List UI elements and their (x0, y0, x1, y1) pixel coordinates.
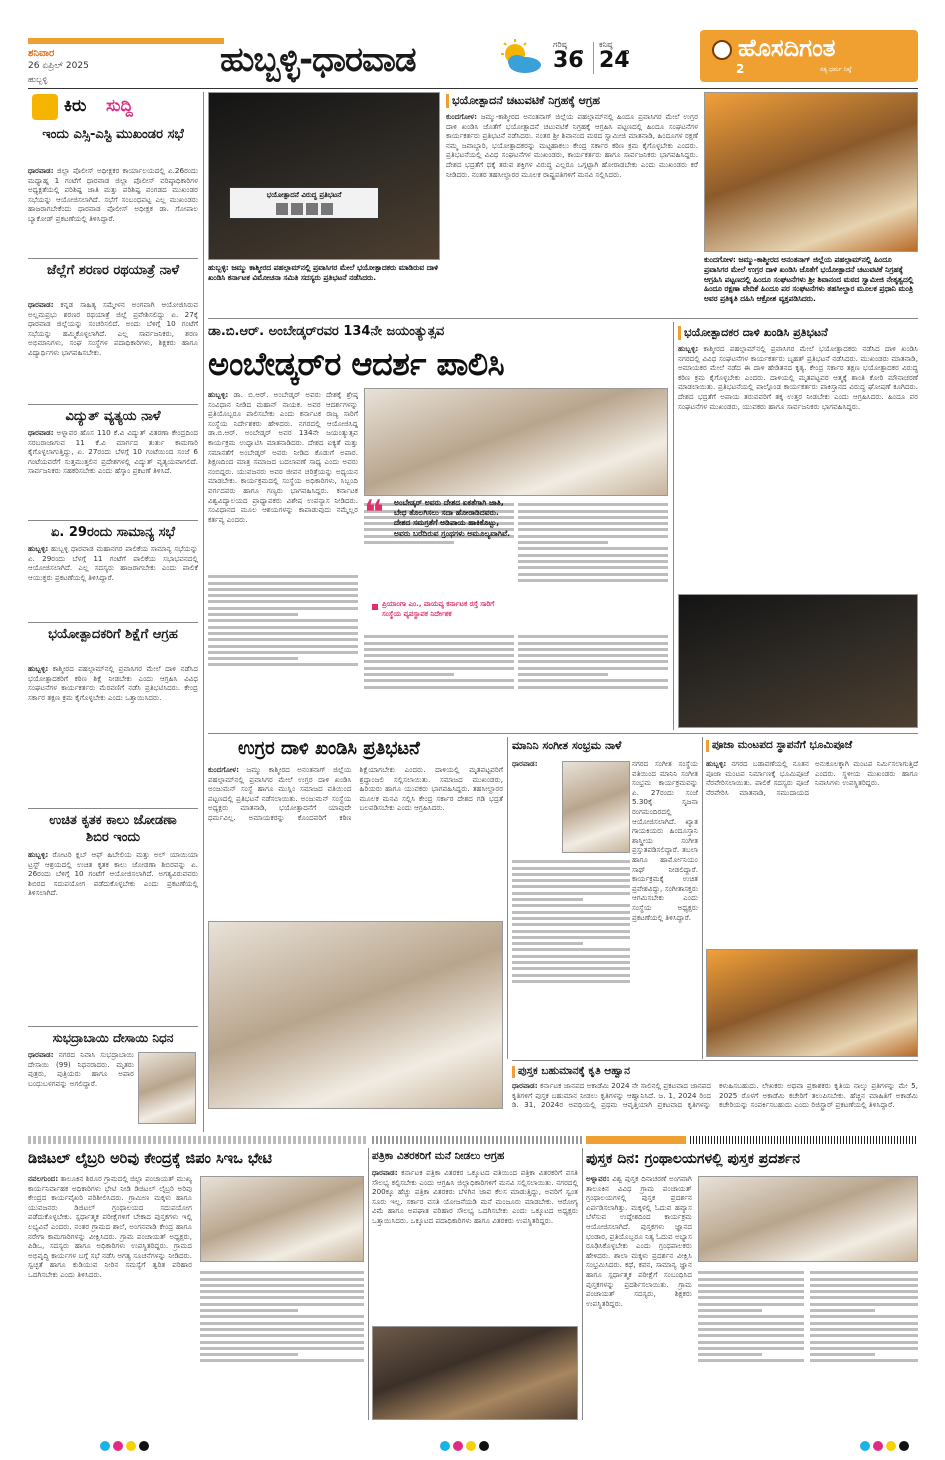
text-line (518, 566, 668, 569)
text-line (208, 651, 358, 654)
ugra-protest-photo (208, 921, 503, 1109)
text-line (200, 1296, 364, 1299)
degree-icon (625, 50, 629, 54)
protest-dali-body (678, 344, 918, 590)
protest-banner-text: ಭಯೋತ್ಪಾದನೆ ವಿರುದ್ಧ ಪ್ರತಿಭಟನೆ (266, 191, 342, 199)
item-divider (28, 622, 198, 623)
ambedkar-body-col1 (208, 390, 358, 570)
terror-story (446, 92, 698, 316)
yellow-mark-icon (466, 1441, 476, 1451)
row-divider (512, 1060, 918, 1061)
weather-panel (495, 38, 660, 78)
kirusuddi-item (28, 126, 198, 256)
logo-tagline: ಸತ್ಯ ಧರ್ಮ ನಿಷ್ಠೆ (820, 66, 852, 73)
text-line (518, 528, 668, 531)
patrika-headline: ಪತ್ರಿಕಾ ವಿತರಕರಿಗೆ ಮನೆ ನೀಡಲು ಆಗ್ರಹ (372, 1150, 505, 1162)
sangeetha-body-lower (512, 857, 630, 1053)
row-divider (208, 318, 918, 319)
text-line (698, 1353, 762, 1356)
kirusuddi-item-title: ಸುಭದ್ರಾಬಾಯಿ ದೇಸಾಯಿ ನಿಧನ (52, 1031, 174, 1045)
text-line (208, 632, 358, 635)
text-line (200, 1347, 364, 1350)
text-line (698, 1303, 804, 1306)
grantha-body-col1 (586, 1174, 692, 1420)
text-line (208, 645, 358, 648)
weather-max-value: 36 (553, 48, 584, 73)
text-line (208, 657, 298, 660)
kirusuddi-item-body (28, 166, 198, 256)
dateline: ಧಾರವಾಡ: (28, 300, 54, 309)
column-divider (507, 737, 508, 1059)
column-divider (203, 92, 204, 1132)
item-divider (28, 1026, 198, 1027)
ambedkar-event-photo (364, 388, 668, 496)
pustaka-text: ಕರ್ನಾಟಕ ಜಾನಪದ ಅಕಾಡೆಮಿ 2024 ನೇ ಸಾಲಿನಲ್ಲಿ ಪ್ರಕಟವಾದ ಜಾನಪದ ಕೃತಿಗಳಿಗೆ ಪುಸ್ತಕ ಬಹುಮಾನ ನೀಡಲು ಕೃತಿಗಳನ್ನು ಆಹ್ವಾನಿಸಿದೆ. ಜ. 1, 2024 ರಿಂದ ಡಿ. 31, 2024ರ ಅವಧಿಯಲ್ಲಿ ಪ್ರಥಮ ಆವೃತ್ತಿಯಾಗಿ ಪ್ರಕಟವಾದ ಕೃತಿಗಳನ್ನು ಕಳುಹಿಸಬಹುದು. ಲೇಖಕರು ಅಥವಾ ಪ್ರಕಾಶಕರು ಕೃತಿಯ ನಾಲ್ಕು ಪ್ರತಿಗಳನ್ನು ಮೇ 5, 2025 ರೊಳಗೆ ಅಕಾಡೆಮಿ ಕಚೇರಿಗೆ ತಲುಪಿಸಬೇಕು. ಹೆಚ್ಚಿನ ಮಾಹಿತಿಗೆ ಅಕಾಡೆಮಿ ಕಚೇರಿಯನ್ನು ಸಂಪರ್ಕಿಸಬಹುದು ಎಂದು ರಿಜಿಸ್ಟ್ರಾರ್ ಪ್ರಕಟಣೆಯಲ್ಲಿ ತಿಳಿಸಿದ್ದಾರೆ. (512, 1081, 918, 1110)
banner-photos (230, 203, 378, 215)
text-line (208, 619, 358, 622)
ugra-story (208, 737, 503, 1109)
text-line (698, 1347, 804, 1350)
dateline: ಹುಬ್ಬಳ್ಳಿ: (678, 344, 699, 353)
kirusuddi-column (28, 92, 198, 1132)
text-line (200, 1341, 364, 1344)
text-line (810, 1347, 918, 1350)
text-line (364, 660, 514, 663)
grantha-story (586, 1148, 918, 1420)
kirusuddi-label-suddi: ಸುದ್ದಿ (106, 96, 133, 116)
text-line (518, 679, 668, 682)
text-line (200, 1328, 364, 1331)
digital-library-photo (200, 1176, 364, 1262)
text-line (518, 660, 668, 663)
dateline: ಧಾರವಾಡ: (512, 759, 538, 768)
text-line (512, 923, 630, 926)
ugra-headline: ಉಗ್ರರ ದಾಳಿ ಖಂಡಿಸಿ ಪ್ರತಿಭಟನೆ (238, 738, 420, 759)
text-line (518, 541, 608, 544)
yellow-mark-icon (886, 1441, 896, 1451)
ambedkar-kicker: ಡಾ.ಬಿ.ಆರ್. ಅಂಬೇಡ್ಕರ್‌ರವರ 134ನೇ ಜಯಂತ್ಯುತ್ಸವ (208, 324, 445, 339)
text-line (512, 961, 630, 964)
text-line (698, 1284, 804, 1287)
dateline: ಕುಂದಗೋಳ: (446, 112, 477, 121)
sangeetha-headline: ಮಾನಿನಿ ಸಂಗೀತ ಸಂಭ್ರಮ ನಾಳೆ (512, 739, 622, 752)
text-line (518, 535, 668, 538)
text-line (810, 1290, 918, 1293)
text-line (200, 1315, 364, 1318)
masthead-date: 26 ಏಪ್ರಿಲ್ 2025 (28, 61, 89, 71)
item-body-text: ಜಿಲ್ಲಾ ಪೊಲೀಸ್ ಅಧೀಕ್ಷಕರ ಕಾರ್ಯಾಲಯದಲ್ಲಿ ಏ.26ರಂದು ಮಧ್ಯಾಹ್ನ 1 ಗಂಟೆಗೆ ಧಾರವಾಡ ಜಿಲ್ಲಾ ಪೊಲೀಸ್ ವರಿಷ್ಠಾಧಿಕಾರಿಗಳ ಅಧ್ಯಕ್ಷತೆಯಲ್ಲಿ ಪರಿಶಿಷ್ಟ ಜಾತಿ ಮತ್ತು ಪರಿಶಿಷ್ಟ ಪಂಗಡದ ಮುಖಂಡರ ಸಭೆಯನ್ನು ಆಯೋಜಿಸಲಾಗಿದೆ. ಸಭೆಗೆ ಸಂಬಂಧಪಟ್ಟ ಎಲ್ಲ ಮುಖಂಡರು ಹಾಜರಾಗಬೇಕೆಂದು ಧಾರವಾಡ ಪೊಲೀಸ್ ಅಧೀಕ್ಷಕ ಡಾ. ಗೋಪಾಲ ಬ್ಯಾಕೋಡ್ ಪ್ರಕಟಣೆಯಲ್ಲಿ ತಿಳಿಸಿದ್ದಾರೆ. (28, 166, 198, 223)
text-line (200, 1303, 364, 1306)
ambedkar-quote-attribution: ಪ್ರಿಯಾಂಗಾ ಎಂ., ವಾಯವ್ಯ ಕರ್ನಾಟಕ ರಸ್ತೆ ಸಾರಿಗೆ ಸಂಸ್ಥೆಯ ವ್ಯವಸ್ಥಾಪಕ ನಿರ್ದೇಶಕ (382, 600, 495, 618)
patrika-text: ಕರ್ನಾಟಕ ಪತ್ರಿಕಾ ವಿತರಕರ ಒಕ್ಕೂಟದ ವತಿಯಿಂದ ಪತ್ರಿಕಾ ವಿತರಕರಿಗೆ ವಸತಿ ಸೌಲಭ್ಯ ಕಲ್ಪಿಸಬೇಕು ಎಂದು ಆಗ್ರಹಿಸಿ ಜಿಲ್ಲಾಧಿಕಾರಿಗಳಿಗೆ ಮನವಿ ಸಲ್ಲಿಸಲಾಯಿತು. ನಗರದಲ್ಲಿ 200ಕ್ಕೂ ಹೆಚ್ಚು ಪತ್ರಿಕಾ ವಿತರಕರು ಬೆಳಗಿನ ಜಾವ ಕೆಲಸ ಮಾಡುತ್ತಿದ್ದು, ಅವರಿಗೆ ಸ್ವಂತ ಸೂರು ಇಲ್ಲ. ಸರ್ಕಾರ ವಸತಿ ಯೋಜನೆಯಡಿ ಮನೆ ಮಂಜೂರು ಮಾಡಬೇಕು. ಆರೋಗ್ಯ ವಿಮೆ ಹಾಗೂ ಅಪಘಾತ ಪರಿಹಾರ ಸೌಲಭ್ಯ ಒದಗಿಸಬೇಕು ಎಂದು ಒಕ್ಕೂಟದ ಅಧ್ಯಕ್ಷರು ಒತ್ತಾಯಿಸಿದರು. ಒಕ್ಕೂಟದ ಪದಾಧಿಕಾರಿಗಳು ಹಾಗೂ ವಿತರಕರು ಉಪಸ್ಥಿತರಿದ್ದರು. (372, 1168, 578, 1225)
text-line (698, 1334, 804, 1337)
protest-rally-photo (208, 92, 440, 260)
protest-dali-headline: ಭಯೋತ್ಪಾದಕರ ದಾಳಿ ಖಂಡಿಸಿ ಪ್ರತಿಭಟನೆ (684, 326, 828, 339)
text-line (208, 582, 358, 585)
column-divider (368, 1148, 369, 1420)
cyan-mark-icon (100, 1441, 110, 1451)
grantha-text: ವಿಶ್ವ ಪುಸ್ತಕ ದಿನಾಚರಣೆ ಅಂಗವಾಗಿ ತಾಲೂಕಿನ ವಿವಿಧ ಗ್ರಾಮ ಪಂಚಾಯತ್ ಗ್ರಂಥಾಲಯಗಳಲ್ಲಿ ಪುಸ್ತಕ ಪ್ರದರ್ಶನ ಏರ್ಪಡಿಸಲಾಗಿತ್ತು. ಮಕ್ಕಳಲ್ಲಿ ಓದುವ ಹವ್ಯಾಸ ಬೆಳೆಸುವ ಉದ್ದೇಶದಿಂದ ಕಾರ್ಯಕ್ರಮ ಆಯೋಜಿಸಲಾಗಿದೆ. ಪುಸ್ತಕಗಳು ಜ್ಞಾನದ ಭಂಡಾರ, ಪ್ರತಿಯೊಬ್ಬರೂ ನಿತ್ಯ ಓದುವ ಅಭ್ಯಾಸ ರೂಢಿಸಿಕೊಳ್ಳಬೇಕು ಎಂದು ಗ್ರಂಥಪಾಲಕರು ಹೇಳಿದರು. ಶಾಲಾ ಮಕ್ಕಳು ಪ್ರದರ್ಶನ ವೀಕ್ಷಿಸಿ ಸಂಭ್ರಮಿಸಿದರು. ಕಥೆ, ಕವನ, ಸಾಮಾನ್ಯ ಜ್ಞಾನ ಹಾಗೂ ಸ್ಪರ್ಧಾತ್ಮಕ ಪರೀಕ್ಷೆಗೆ ಸಂಬಂಧಿಸಿದ ಪುಸ್ತಕಗಳನ್ನು ಪ್ರದರ್ಶಿಸಲಾಯಿತು. ಗ್ರಾಮ ಪಂಚಾಯತ್ ಸದಸ್ಯರು, ಶಿಕ್ಷಕರು ಉಪಸ್ಥಿತರಿದ್ದರು. (586, 1174, 692, 1308)
text-line (518, 516, 668, 519)
dateline: ಧಾರವಾಡ: (28, 1050, 54, 1059)
text-line (200, 1322, 364, 1325)
logo-page-number: 2 (736, 62, 745, 76)
patrika-body (372, 1168, 578, 1318)
singer-portrait (562, 761, 630, 853)
text-line (364, 648, 514, 651)
logo-emblem-icon (712, 40, 732, 60)
ambedkar-body-col3-bottom (518, 632, 668, 724)
kirusuddi-item-title: ಭಯೋತ್ಪಾದಕರಿಗೆ ಶಿಕ್ಷೆಗೆ ಆಗ್ರಹ (48, 627, 178, 642)
text-line (208, 638, 358, 641)
text-line (518, 547, 668, 550)
grantha-headline: ಪುಸ್ತಕ ದಿನ: ಗ್ರಂಥಾಲಯಗಳಲ್ಲಿ ಪುಸ್ತಕ ಪ್ರದರ್ಶನ (586, 1151, 801, 1167)
dateline: ಕುಂದಗೋಳ: (208, 765, 239, 774)
ambedkar-body-col2-bottom (364, 632, 514, 724)
text-line (518, 503, 668, 506)
text-line (364, 679, 514, 682)
quote-mark-icon: ❝ (364, 493, 384, 533)
kirusuddi-item-title: ಏ. 29ರಂದು ಸಾಮಾನ್ಯ ಸಭೆ (51, 525, 175, 540)
text-line (810, 1284, 918, 1287)
dateline: ಧಾರವಾಡ: (512, 1081, 538, 1090)
grantha-body-col2 (698, 1268, 804, 1420)
text-line (518, 579, 668, 582)
item-body-text: ರೋಟರಿ ಕ್ಲಬ್ ಆಫ್ ಹಿಬೇಲಿಯ ಮತ್ತು ಅಲ್ ಯಾಯಿಯಾ ಟ್ರಸ್ಟ್ ಆಶ್ರಯದಲ್ಲಿ ಉಚಿತ ಕೃತಕ ಕಾಲು ಜೋಡಣಾ ಶಿಬಿರವನ್ನು ಏ. 26ರಂದು ಬೆಳಿಗ್ಗೆ 10 ಗಂಟೆಗೆ ಆಯೋಜಿಸಲಾಗಿದೆ. ಅಗತ್ಯವಿರುವವರು ಶಿಬಿರದ ಸದುಪಯೋಗ ಪಡೆದುಕೊಳ್ಳಬೇಕು ಎಂದು ಪ್ರಕಟಣೆಯಲ್ಲಿ ತಿಳಿಸಲಾಗಿದೆ. (28, 850, 198, 898)
text-line (200, 1353, 298, 1356)
pustaka-story (512, 1063, 918, 1131)
text-line (810, 1359, 918, 1362)
text-line (810, 1353, 875, 1356)
digital-library-body-col2 (200, 1268, 364, 1420)
text-line (512, 980, 630, 983)
text-line (208, 594, 358, 597)
pooja-body (706, 759, 918, 945)
kirusuddi-item-title: ಉಚಿತ ಕೃತಕ ಕಾಲು ಜೋಡಣಾ ಶಿಬಿರ ಇಂದು (49, 813, 177, 845)
text-line (698, 1278, 804, 1281)
book-exhibition-photo (698, 1176, 918, 1262)
section-rule-mid (372, 1136, 582, 1144)
text-line (518, 635, 668, 638)
text-line (200, 1271, 364, 1274)
masthead-accent-strip (28, 38, 224, 44)
swamiji-protest-photo (704, 92, 918, 252)
ambedkar-body-col1-continued (208, 572, 358, 722)
dateline: ಧಾರವಾಡ: (28, 428, 54, 437)
text-line (698, 1341, 804, 1344)
item-body-text: ನಗರದ ನಿವಾಸಿ ಸುಭದ್ರಾಬಾಯಿ ದೇಸಾಯಿ (99) ನಿಧನರಾದರು. ಮೃತರು ಪುತ್ರರು, ಪುತ್ರಿಯರು ಹಾಗೂ ಅಪಾರ ಬಂಧುಬಳಗವನ್ನು ಅಗಲಿದ್ದಾರೆ. (28, 1050, 134, 1088)
text-line (200, 1309, 298, 1312)
masthead-day: ಶನಿವಾರ (28, 48, 55, 59)
kirusuddi-item (28, 1030, 198, 1130)
text-line (512, 892, 630, 895)
text-line (364, 667, 514, 670)
pooja-text: ನಗರದ ಬಡಾವಣೆಯಲ್ಲಿ ನೂತನ ಪೂಜಾ ಮಂಟಪ ನಿರ್ಮಾಣಕ್ಕೆ ಭೂಮಿಪೂಜೆ ನೆರವೇರಿಸಲಾಯಿತು. ಪಾಲಿಕೆ ಸದಸ್ಯರು ಪೂಜೆ ನೆರವೇರಿಸಿ ಮಾತನಾಡಿ, ಸಮುದಾಯದ ಅನುಕೂಲಕ್ಕಾಗಿ ಮಂಟಪ ನಿರ್ಮಿಸಲಾಗುತ್ತಿದೆ ಎಂದರು. ಸ್ಥಳೀಯ ಮುಖಂಡರು ಹಾಗೂ ನಿವಾಸಿಗಳು ಉಪಸ್ಥಿತರಿದ್ದರು. (706, 759, 918, 797)
text-line (518, 560, 668, 563)
kirusuddi-item-title: ವಿದ್ಯುತ್ ವ್ಯತ್ಯಯ ನಾಳೆ (65, 409, 161, 424)
magenta-mark-icon (453, 1441, 463, 1451)
headline-bar-icon (446, 94, 449, 108)
text-line (512, 867, 630, 870)
ambedkar-story (208, 322, 668, 730)
text-line (208, 600, 358, 603)
kirusuddi-item-body (28, 1050, 134, 1130)
masthead-place: ಹುಬ್ಬಳ್ಳಿ (28, 75, 48, 84)
text-line (810, 1341, 918, 1344)
text-line (512, 967, 630, 970)
registration-marks-left (100, 1436, 152, 1455)
dateline: ಹುಬ್ಬಳ್ಳಿ: (28, 664, 49, 673)
text-line (512, 904, 630, 907)
text-line (512, 885, 630, 888)
kirusuddi-item (28, 262, 198, 402)
dateline: ಧಾರವಾಡ: (28, 166, 54, 175)
text-line (518, 510, 668, 513)
kirusuddi-item-title: ಜೆಲ್ಲೆಗೆ ಶರಣರ ರಥಯಾತ್ರೆ ನಾಳೆ (46, 263, 180, 278)
text-line (518, 642, 668, 645)
text-line (208, 575, 358, 578)
text-line (364, 635, 514, 638)
story-body-text: ಜಮ್ಮು-ಕಾಶ್ಮೀರದ ಅನಂತನಾಗ್ ಜಿಲ್ಲೆಯ ಪಹಲ್ಗಾಮ್‌ನಲ್ಲಿ ಹಿಂದೂ ಪ್ರವಾಸಿಗರ ಮೇಲೆ ಉಗ್ರರ ದಾಳಿ ಖಂಡಿಸಿ ಜೊತೆಗೆ ಭಯೋತ್ಪಾದನೆ ಚಟುವಟಿಕೆ ನಿಗ್ರಹಕ್ಕೆ ಆಗ್ರಹಿಸಿ ಪಟ್ಟಣದಲ್ಲಿ ಹಿಂದೂ ಸಂಘಟನೆಗಳ ಕಾರ್ಯಕರ್ತರು ಪ್ರತಿಭಟನೆ ನಡೆಸಿದರು. ನಂತರ ಶ್ರೀ ಶಿವಾನಂದ ಮಠದ ಸ್ವಾಮೀಜಿ ಮಾತನಾಡಿ, ಹಿಂದೂಗಳ ರಕ್ಷಣೆ ನಮ್ಮ ಜವಾಬ್ದಾರಿ, ಭಯೋತ್ಪಾದಕರನ್ನು ಮಟ್ಟಹಾಕಲು ಕೇಂದ್ರ ಸರ್ಕಾರ ಕಠಿಣ ಕ್ರಮ ಕೈಗೊಳ್ಳಬೇಕು ಎಂದರು. ಪ್ರತಿಭಟನೆಯಲ್ಲಿ ವಿವಿಧ ಸಂಘಟನೆಗಳ ಮುಖಂಡರು, ಕಾರ್ಯಕರ್ತರು ಹಾಗೂ ಸಾರ್ವಜನಿಕರು ಭಾಗವಹಿಸಿದ್ದರು. ದೇಶದ ಭದ್ರತೆಗೆ ಧಕ್ಕೆ ತರುವ ಶಕ್ತಿಗಳ ವಿರುದ್ಧ ಎಲ್ಲರೂ ಒಗ್ಗಟ್ಟಾಗಿ ಹೋರಾಡಬೇಕು ಎಂದು ಮುಖಂಡರು ಕರೆ ನೀಡಿದರು. ನಂತರ ತಹಸೀಲ್ದಾರರ ಮೂಲಕ ರಾಷ್ಟ್ರಪತಿಗಳಿಗೆ ಮನವಿ ಸಲ್ಲಿಸಿದರು. (446, 112, 698, 179)
weather-max-label: ಗರಿಷ್ಠ (553, 40, 567, 49)
text-line (698, 1359, 804, 1362)
kirusuddi-header (28, 92, 198, 124)
dateline: ಹುಬ್ಬಳ್ಳಿ: (28, 544, 49, 553)
text-line (518, 648, 668, 651)
magenta-mark-icon (873, 1441, 883, 1451)
text-line (518, 573, 668, 576)
text-line (208, 663, 358, 666)
black-mark-icon (899, 1441, 909, 1451)
ugra-body (208, 765, 503, 915)
text-line (200, 1290, 364, 1293)
item-body-text: ಅಳ್ನಾವರ ಹೊಸ 110 ಕೆ.ವಿ ವಿದ್ಯುತ್ ವಿತರಣಾ ಕೇಂದ್ರದಿಂದ ಸರಬರಾಜಾಗುವ 11 ಕೆ.ವಿ ಮಾರ್ಗದ ತುರ್ತು ಕಾಮಗಾರಿ ಕೈಗೊಳ್ಳಲಾಗುತ್ತಿದ್ದು, ಏ. 27ರಂದು ಬೆಳಗ್ಗೆ 10 ಗಂಟೆಯಿಂದ ಸಂಜೆ 6 ಗಂಟೆಯವರೆಗೆ ಸುತ್ತಮುತ್ತಲಿನ ಪ್ರದೇಶಗಳಲ್ಲಿ ವಿದ್ಯುತ್ ವ್ಯತ್ಯಯವಾಗಲಿದೆ. ಸಾರ್ವಜನಿಕರು ಸಹಕರಿಸಬೇಕು ಎಂದು ಹೆಸ್ಕಾಂ ಪ್ರಕಟಣೆ ತಿಳಿಸಿದೆ. (28, 428, 198, 476)
text-line (810, 1278, 918, 1281)
text-line (512, 948, 630, 951)
kirusuddi-item-body (28, 664, 198, 802)
kirusuddi-item-body (28, 544, 198, 620)
headline-bar-icon (512, 1066, 515, 1078)
text-line (208, 626, 358, 629)
protest-rally-caption: ಹುಬ್ಬಳ್ಳಿ: ಜಮ್ಮು ಕಾಶ್ಮೀರದ ಪಹಲ್ಗಾಮ್‌ನಲ್ಲಿ ಪ್ರವಾಸಿಗರ ಮೇಲೆ ಭಯೋತ್ಪಾದಕರು ಮಾಡಿರುವ ದಾಳಿ ಖಂಡಿಸಿ ಕರ್ನಾಟಕ ವಿಮೋಚನಾ ಸಮಿತಿ ಸದಸ್ಯರು ಪ್ರತಿಭಟನೆ ನಡೆಸಿದರು. (208, 263, 439, 282)
pooja-story (706, 737, 918, 1057)
terror-story-body (446, 112, 698, 314)
weather-min-value: 24 (599, 48, 630, 73)
text-line (698, 1315, 804, 1318)
text-line (512, 860, 630, 863)
text-line (512, 879, 630, 882)
registration-marks-right (860, 1436, 912, 1455)
kirusuddi-item-title: ಇಂದು ಎಸ್ಸಿ-ಎಸ್ಟಿ ಮುಖಂಡರ ಸಭೆ (42, 127, 184, 142)
protest-dali-photo (678, 594, 918, 728)
kirusuddi-item (28, 626, 198, 806)
headline-bar-icon (706, 740, 709, 752)
dateline: ಹುಬ್ಬಳ್ಳಿ: (706, 759, 727, 768)
sangeetha-text: ನಗರದ ಸಂಗೀತ ಸಂಸ್ಥೆಯ ವತಿಯಿಂದ ಮಾನಿನಿ ಸಂಗೀತ ಸಂಭ್ರಮ ಕಾರ್ಯಕ್ರಮವನ್ನು ಏ. 27ರಂದು ಸಂಜೆ 5.30ಕ್ಕೆ ಸೃಜನಾ ರಂಗಮಂದಿರದಲ್ಲಿ ಆಯೋಜಿಸಲಾಗಿದೆ. ಖ್ಯಾತ ಗಾಯಕಿಯರು ಹಿಂದೂಸ್ತಾನಿ ಶಾಸ್ತ್ರೀಯ ಸಂಗೀತ ಪ್ರಸ್ತುತಪಡಿಸಲಿದ್ದಾರೆ. ತಬಲಾ ಹಾಗೂ ಹಾರ್ಮೋನಿಯಂ ಸಾಥ್ ನೀಡಲಿದ್ದಾರೆ. ಕಾರ್ಯಕ್ರಮಕ್ಕೆ ಉಚಿತ ಪ್ರವೇಶವಿದ್ದು, ಸಂಗೀತಾಸಕ್ತರು ಆಗಮಿಸಬೇಕು ಎಂದು ಸಂಸ್ಥೆಯ ಅಧ್ಯಕ್ಷರು ಪ್ರಕಟಣೆಯಲ್ಲಿ ತಿಳಿಸಿದ್ದಾರೆ. (632, 759, 698, 922)
dateline: ಹುಬ್ಬಳ್ಳಿ: (28, 850, 49, 859)
dateline: ಅಳ್ನಾವರ: (586, 1174, 610, 1183)
text-line (698, 1271, 804, 1274)
kirusuddi-item (28, 524, 198, 624)
bhoomipooja-photo (706, 949, 918, 1057)
text-line (200, 1278, 364, 1281)
ambedkar-body-col3 (518, 500, 668, 630)
item-divider (28, 520, 198, 521)
text-line (698, 1309, 762, 1312)
text-line (810, 1271, 918, 1274)
pooja-headline: ಪೂಜಾ ಮಂಟಪದ ಸ್ಥಾಪನೆಗೆ ಭೂಮಿಪೂಜೆ (712, 739, 853, 751)
degree-icon (579, 50, 583, 54)
column-divider (582, 1148, 583, 1420)
text-line (512, 873, 630, 876)
masthead (0, 0, 945, 90)
kirusuddi-item (28, 812, 198, 1022)
kirusuddi-item-body (28, 850, 198, 1018)
text-line (512, 942, 583, 945)
item-divider (28, 808, 198, 809)
ambedkar-headline: ಅಂಬೇಡ್ಕರ್‌ರ ಆದರ್ಶ ಪಾಲಿಸಿ (208, 345, 505, 383)
digital-library-text: ತಾಲೂಕಿನ ಶಿರೂರ ಗ್ರಾಮದಲ್ಲಿ ಜಿಲ್ಲಾ ಪಂಚಾಯತ್ ಮುಖ್ಯ ಕಾರ್ಯನಿರ್ವಾಹಕ ಅಧಿಕಾರಿಗಳು ಭೇಟಿ ನೀಡಿ ಡಿಜಿಟಲ್ ಲೈಬ್ರರಿ ಅರಿವು ಕೇಂದ್ರದ ಕಾರ್ಯವೈಖರಿ ಪರಿಶೀಲಿಸಿದರು. ಗ್ರಾಮೀಣ ಮಕ್ಕಳು ಹಾಗೂ ಯುವಜನರು ಡಿಜಿಟಲ್ ಗ್ರಂಥಾಲಯದ ಸದುಪಯೋಗ ಪಡೆದುಕೊಳ್ಳಬೇಕು. ಸ್ಪರ್ಧಾತ್ಮಕ ಪರೀಕ್ಷೆಗಳಿಗೆ ಬೇಕಾದ ಪುಸ್ತಕಗಳು ಇಲ್ಲಿ ಲಭ್ಯವಿವೆ ಎಂದರು. ನಂತರ ಗ್ರಾಮದ ಶಾಲೆ, ಅಂಗನವಾಡಿ ಕೇಂದ್ರ ಹಾಗೂ ನರೇಗಾ ಕಾಮಗಾರಿಗಳನ್ನು ವೀಕ್ಷಿಸಿದರು. ಗ್ರಾಮ ಪಂಚಾಯತ್ ಅಧ್ಯಕ್ಷರು, ಪಿಡಿಒ, ಸದಸ್ಯರು ಹಾಗೂ ಅಧಿಕಾರಿಗಳು ಉಪಸ್ಥಿತರಿದ್ದರು. ಗ್ರಾಮದ ಅಭಿವೃದ್ಧಿ ಕಾರ್ಯಗಳ ಬಗ್ಗೆ ಸಭೆ ನಡೆಸಿ ಅಗತ್ಯ ಸೂಚನೆಗಳನ್ನು ನೀಡಿದರು. ಸ್ವಚ್ಛತೆ ಹಾಗೂ ಕುಡಿಯುವ ನೀರಿನ ಸಮಸ್ಯೆಗೆ ತ್ವರಿತ ಪರಿಹಾರ ಒದಗಿಸಬೇಕು ಎಂದು ತಿಳಿಸಿದರು. (28, 1174, 192, 1279)
ambedkar-body-text: ಡಾ. ಬಿ.ಆರ್. ಅಂಬೇಡ್ಕರ್ ಅವರು ದೇಶಕ್ಕೆ ಶ್ರೇಷ್ಠ ಸಂವಿಧಾನ ನೀಡಿದ ಮಹಾನ್ ನಾಯಕ. ಅವರ ಆದರ್ಶಗಳನ್ನು ಪ್ರತಿಯೊಬ್ಬರೂ ಪಾಲಿಸಬೇಕು ಎಂದು ಕರ್ನಾಟಕ ರಾಜ್ಯ ಸಾರಿಗೆ ಸಂಸ್ಥೆಯ ನಿರ್ದೇಶಕರು ಹೇಳಿದರು. ನಗರದಲ್ಲಿ ಆಯೋಜಿಸಿದ್ದ ಡಾ.ಬಿ.ಆರ್. ಅಂಬೇಡ್ಕರ್ ಅವರ 134ನೇ ಜಯಂತ್ಯುತ್ಸವ ಕಾರ್ಯಕ್ರಮ ಉದ್ಘಾಟಿಸಿ ಮಾತನಾಡಿದರು. ದೇಶದ ಐಕ್ಯತೆ ಮತ್ತು ಸಮಾನತೆಗೆ ಅಂಬೇಡ್ಕರ್ ಅವರು ನೀಡಿದ ಕೊಡುಗೆ ಅಪಾರ. ಶಿಕ್ಷಣದಿಂದ ಮಾತ್ರ ಸಮಾಜದ ಬದಲಾವಣೆ ಸಾಧ್ಯ ಎಂದು ಅವರು ನಂಬಿದ್ದರು. ಯುವಜನರು ಅವರ ಜೀವನ ಚರಿತ್ರೆಯನ್ನು ಅಧ್ಯಯನ ಮಾಡಬೇಕು. ಕಾರ್ಯಕ್ರಮದಲ್ಲಿ ಸಂಸ್ಥೆಯ ಅಧಿಕಾರಿಗಳು, ಸಿಬ್ಬಂದಿ ವರ್ಗದವರು ಹಾಗೂ ಗಣ್ಯರು ಭಾಗವಹಿಸಿದ್ದರು. ಕರ್ನಾಟಕ ವಿಶ್ವವಿದ್ಯಾಲಯದ ಪ್ರಾಧ್ಯಾಪಕರು ವಿಶೇಷ ಉಪನ್ಯಾಸ ನೀಡಿದರು. ಸಂವಿಧಾನದ ಮೂಲ ಆಶಯಗಳನ್ನು ಕಾಪಾಡುವುದು ನಮ್ಮೆಲ್ಲರ ಕರ್ತವ್ಯ ಎಂದರು. (208, 390, 358, 524)
logo-name: ಹೊಸದಿಗಂತ (738, 34, 836, 62)
text-line (208, 588, 358, 591)
kirusuddi-item-body (28, 428, 198, 516)
headline-bar-icon (678, 326, 681, 340)
text-line (364, 686, 514, 689)
kirusuddi-label-kiru: ಕಿರು (64, 96, 87, 116)
grantha-body-col3 (810, 1268, 918, 1420)
section-rule-right (690, 1136, 918, 1144)
row-divider (208, 733, 918, 734)
text-line (810, 1334, 918, 1337)
cyan-mark-icon (440, 1441, 450, 1451)
text-line (810, 1303, 918, 1306)
section-rule-left (28, 1136, 368, 1144)
text-line (364, 642, 514, 645)
text-line (810, 1315, 918, 1318)
text-line (698, 1328, 804, 1331)
black-mark-icon (479, 1441, 489, 1451)
masthead-rule (28, 88, 918, 89)
swamiji-protest-caption: ಕುಂದಗೋಳ: ಜಮ್ಮು-ಕಾಶ್ಮೀರದ ಅನಂತನಾಗ್ ಜಿಲ್ಲೆಯ ಪಹಲ್ಗಾಮ್‌ನಲ್ಲಿ ಹಿಂದೂ ಪ್ರವಾಸಿಗರ ಮೇಲೆ ಉಗ್ರರ ದಾಳಿ ಖಂಡಿಸಿ ಜೊತೆಗೆ ಭಯೋತ್ಪಾದನೆ ಚಟುವಟಿಕೆ ನಿಗ್ರಹಕ್ಕೆ ಆಗ್ರಹಿಸಿ ಪಟ್ಟಣದಲ್ಲಿ ಹಿಂದೂ ಸಂಘಟನೆಗಳು ಶ್ರೀ ಶಿವಾನಂದ ಮಠದ ಸ್ವಾಮೀಜಿ ನೇತೃತ್ವದಲ್ಲಿ ಹಿಂದೂ ರಕ್ಷಣಾ ವೇದಿಕೆ ಹಿಂದೂ ಪರ ಸಂಘಟನೆಗಳು ತಹಸೀಲ್ದಾರ ಮೂಲಕ ಪ್ರಧಾನಿ ಮಂತ್ರಿ ಅವರ ಪ್ರತಿಕೃತಿ ದಹಿಸಿ ಆಕ್ರೋಶ ವ್ಯಕ್ತಪಡಿಸಿದರು. (704, 255, 914, 304)
weather-min-label: ಕನಿಷ್ಠ (599, 40, 613, 49)
pustaka-headline: ಪುಸ್ತಕ ಬಹುಮಾನಕ್ಕೆ ಕೃತಿ ಆಹ್ವಾನ (518, 1065, 630, 1077)
text-line (698, 1290, 804, 1293)
column-divider (702, 737, 703, 1059)
text-line (518, 554, 668, 557)
text-line (810, 1322, 918, 1325)
text-line (518, 673, 608, 676)
digital-library-story (28, 1148, 364, 1420)
terror-story-headline: ಭಯೋತ್ಪಾದನೆ ಚಟುವಟಿಕೆ ನಿಗ್ರಹಕ್ಕೆ ಆಗ್ರಹ (452, 94, 600, 107)
dateline: ಧಾರವಾಡ: (372, 1168, 398, 1177)
kirusuddi-item-body (28, 300, 198, 400)
black-mark-icon (139, 1441, 149, 1451)
item-divider (28, 258, 198, 259)
text-line (518, 667, 668, 670)
item-body-text: ಕನ್ನಡ ಸಾಹಿತ್ಯ ಸಮ್ಮೇಳನ ಅಂಗವಾಗಿ ಆಯೋಜಿಸಿರುವ ಅಲ್ಲಮಪ್ರಭು ಶರಣರ ರಥಯಾತ್ರೆ ಜಿಲ್ಲೆ ಪ್ರವೇಶಿಸಲಿದ್ದು ಏ. 27ಕ್ಕೆ ಧಾರವಾಡ ಜಿಲ್ಲೆಯನ್ನು ಸಂಚರಿಸಲಿದೆ. ಅಂದು ಬೆಳಿಗ್ಗೆ 10 ಗಂಟೆಗೆ ಸಭೆಯನ್ನು ಹಮ್ಮಿಕೊಳ್ಳಲಾಗಿದೆ. ಎಲ್ಲ ಸಾರ್ವಜನಿಕರು, ಶರಣ ಅಭಿಮಾನಿಗಳು, ಸಂಘ ಸಂಸ್ಥೆಗಳ ಪದಾಧಿಕಾರಿಗಳು, ಶಿಕ್ಷಕರು ಹಾಗೂ ವಿದ್ಯಾರ್ಥಿಗಳು ಭಾಗವಹಿಸಬೇಕು. (28, 300, 198, 357)
cyan-mark-icon (860, 1441, 870, 1451)
item-body-text: ಹುಬ್ಬಳ್ಳಿ ಧಾರವಾಡ ಮಹಾನಗರ ಪಾಲಿಕೆಯ ಸಾಮಾನ್ಯ ಸಭೆಯನ್ನು ಏ. 29ರಂದು ಬೆಳಗ್ಗೆ 11 ಗಂಟೆಗೆ ಪಾಲಿಕೆಯ ಸಭಾಭವನದಲ್ಲಿ ಆಯೋಜಿಸಲಾಗಿದೆ. ಎಲ್ಲ ಸದಸ್ಯರು ಹಾಜರಾಗಬೇಕು ಎಂದು ಪಾಲಿಕೆ ಆಯುಕ್ತರು ಪ್ರಕಟಣೆಯಲ್ಲಿ ತಿಳಿಸಿದ್ದಾರೆ. (28, 544, 198, 582)
item-divider (28, 404, 198, 405)
text-line (518, 654, 668, 657)
quote-box (364, 494, 514, 628)
column-divider (673, 322, 674, 730)
text-line (208, 607, 358, 610)
ugra-text: ಜಮ್ಮು ಕಾಶ್ಮೀರದ ಅನಂತನಾಗ್ ಜಿಲ್ಲೆಯ ಪಹಲ್ಗಾಮ್‌ನಲ್ಲಿ ಪ್ರವಾಸಿಗರ ಮೇಲೆ ಉಗ್ರರ ದಾಳಿ ಖಂಡಿಸಿ ಅಂಜುಮನ್ ಸಂಸ್ಥೆ ಹಾಗೂ ಮುಸ್ಲಿಂ ಸಮಾಜದ ವತಿಯಿಂದ ಪಟ್ಟಣದಲ್ಲಿ ಪ್ರತಿಭಟನೆ ನಡೆಸಲಾಯಿತು. ಅಂಜುಮನ್ ಸಂಸ್ಥೆಯ ಅಧ್ಯಕ್ಷರು ಮಾತನಾಡಿ, ಭಯೋತ್ಪಾದನೆಗೆ ಯಾವುದೇ ಧರ್ಮವಿಲ್ಲ. ಅಮಾಯಕರನ್ನು ಕೊಂದವರಿಗೆ ಕಠಿಣ ಶಿಕ್ಷೆಯಾಗಬೇಕು ಎಂದರು. ದಾಳಿಯಲ್ಲಿ ಮೃತಪಟ್ಟವರಿಗೆ ಶ್ರದ್ಧಾಂಜಲಿ ಸಲ್ಲಿಸಲಾಯಿತು. ಸಮಾಜದ ಮುಖಂಡರು, ಹಿರಿಯರು ಹಾಗೂ ಯುವಕರು ಭಾಗವಹಿಸಿದ್ದರು. ತಹಸೀಲ್ದಾರರ ಮೂಲಕ ಮನವಿ ಸಲ್ಲಿಸಿ ಕೇಂದ್ರ ಸರ್ಕಾರ ದೇಶದ ಗಡಿ ಭದ್ರತೆ ಬಲಪಡಿಸಬೇಕು ಎಂದು ಆಗ್ರಹಿಸಿದರು. (208, 765, 503, 822)
obituary-portrait (138, 1052, 196, 1124)
quote-bullet-icon (372, 604, 378, 610)
dateline: ಹುಬ್ಬಳ್ಳಿ: (208, 390, 229, 399)
text-line (518, 522, 668, 525)
registration-marks-center (440, 1436, 492, 1455)
text-line (512, 974, 630, 977)
digital-library-headline: ಡಿಜಿಟಲ್ ಲೈಬ್ರರಿ ಅರಿವು ಕೇಂದ್ರಕ್ಕೆ ಜಿಪಂ ಸಿಇಒ ಭೇಟಿ (28, 1151, 273, 1167)
text-line (698, 1296, 804, 1299)
item-body-text: ಕಾಶ್ಮೀರದ ಪಹಲ್ಗಾಮ್‌ನಲ್ಲಿ ಪ್ರವಾಸಿಗರ ಮೇಲೆ ದಾಳಿ ನಡೆಸಿದ ಭಯೋತ್ಪಾದಕರಿಗೆ ಕಠಿಣ ಶಿಕ್ಷೆ ನೀಡಬೇಕು ಎಂದು ಆಗ್ರಹಿಸಿ ವಿವಿಧ ಸಂಘಟನೆಗಳ ಕಾರ್ಯಕರ್ತರು ಮೆರವಣಿಗೆ ನಡೆಸಿ ಪ್ರತಿಭಟಿಸಿದರು. ಕೇಂದ್ರ ಸರ್ಕಾರ ತಕ್ಷಣ ಕ್ರಮ ಕೈಗೊಳ್ಳಬೇಕು ಎಂದು ಒತ್ತಾಯಿಸಿದರು. (28, 664, 198, 702)
section-rule-accent (586, 1136, 686, 1144)
text-line (200, 1284, 364, 1287)
dateline: ನವಲಗುಂದ: (28, 1174, 59, 1183)
text-line (200, 1359, 364, 1362)
pustaka-body (512, 1081, 918, 1131)
text-line (364, 654, 514, 657)
text-line (364, 673, 454, 676)
text-line (208, 613, 298, 616)
sangeetha-body (632, 759, 698, 1055)
magenta-mark-icon (113, 1441, 123, 1451)
yellow-mark-icon (126, 1441, 136, 1451)
text-line (200, 1334, 364, 1337)
ambedkar-quote: ಅಂಬೇಡ್ಕರ್ ಅವರು ದೇಶದ ಏಕತೆಗಾಗಿ ಜಾತಿ, ಬೇಧ ತೊಲಗಿಸಲು ಸದಾ ಹೋರಾಡಿದವರು. ದೇಶದ ಸಮಗ್ರತೆಗೆ ಅಡಿಪಾಯ ಹಾಕಿಕೊಟ್ಟು, ಅವರು ಬರೆದಿರುವ ಗ್ರಂಥಗಳು ಅಮೂಲ್ಯವಾಗಿವೆ. (394, 498, 511, 538)
logo-block (700, 30, 918, 82)
text-line (512, 955, 630, 958)
sangeetha-story (512, 737, 698, 1057)
protest-banner (229, 187, 379, 219)
edition-title: ಹುಬ್ಬಳ್ಳಿ-ಧಾರವಾಡ (220, 40, 416, 80)
patrika-story (372, 1148, 578, 1420)
text-line (512, 917, 630, 920)
digital-library-body-col1 (28, 1174, 192, 1420)
text-line (810, 1309, 875, 1312)
hand-pointing-icon (32, 94, 58, 120)
sun-cloud-icon (495, 38, 545, 78)
text-line (512, 930, 630, 933)
text-line (810, 1328, 918, 1331)
text-line (512, 898, 583, 901)
text-line (810, 1296, 918, 1299)
patrika-photo (372, 1326, 578, 1420)
weather-separator (593, 42, 594, 74)
text-line (512, 936, 630, 939)
protest-dali-story (678, 322, 918, 730)
protest-dali-text: ಕಾಶ್ಮೀರದ ಪಹಲ್ಗಾಮ್‌ನಲ್ಲಿ ಪ್ರವಾಸಿಗರ ಮೇಲೆ ಭಯೋತ್ಪಾದಕರು ನಡೆಸಿದ ದಾಳಿ ಖಂಡಿಸಿ ನಗರದಲ್ಲಿ ವಿವಿಧ ಸಂಘಟನೆಗಳ ಕಾರ್ಯಕರ್ತರು ಬೃಹತ್ ಪ್ರತಿಭಟನೆ ನಡೆಸಿದರು. ಮುಖಂಡರು ಮಾತನಾಡಿ, ಅಮಾಯಕರ ಮೇಲೆ ನಡೆದ ಈ ದಾಳಿ ಹೇಡಿತನದ ಕೃತ್ಯ. ಕೇಂದ್ರ ಸರ್ಕಾರ ತಕ್ಷಣ ಭಯೋತ್ಪಾದಕರ ವಿರುದ್ಧ ಕಠಿಣ ಕ್ರಮ ಕೈಗೊಳ್ಳಬೇಕು ಎಂದರು. ದಾಳಿಯಲ್ಲಿ ಮೃತಪಟ್ಟವರ ಆತ್ಮಕ್ಕೆ ಶಾಂತಿ ಕೋರಿ ಮೌನಾಚರಣೆ ಮಾಡಲಾಯಿತು. ಪ್ರತಿಭಟನೆಯಲ್ಲಿ ಪಾಲ್ಗೊಂಡ ಕಾರ್ಯಕರ್ತರು ಪಾಕಿಸ್ತಾನದ ವಿರುದ್ಧ ಘೋಷಣೆ ಕೂಗಿದರು. ದೇಶದ ಭದ್ರತೆಗೆ ಅಪಾಯ ತರುವವರಿಗೆ ತಕ್ಕ ಉತ್ತರ ನೀಡಬೇಕು ಎಂದು ಆಗ್ರಹಿಸಿದರು. ಹಿಂದೂ ಪರ ಸಂಘಟನೆಗಳ ಮುಖಂಡರು, ಯುವಕರು ಹಾಗೂ ಸಾರ್ವಜನಿಕರು ಭಾಗವಹಿಸಿದ್ದರು. (678, 344, 918, 411)
text-line (512, 911, 630, 914)
text-line (518, 686, 668, 689)
text-line (698, 1322, 804, 1325)
